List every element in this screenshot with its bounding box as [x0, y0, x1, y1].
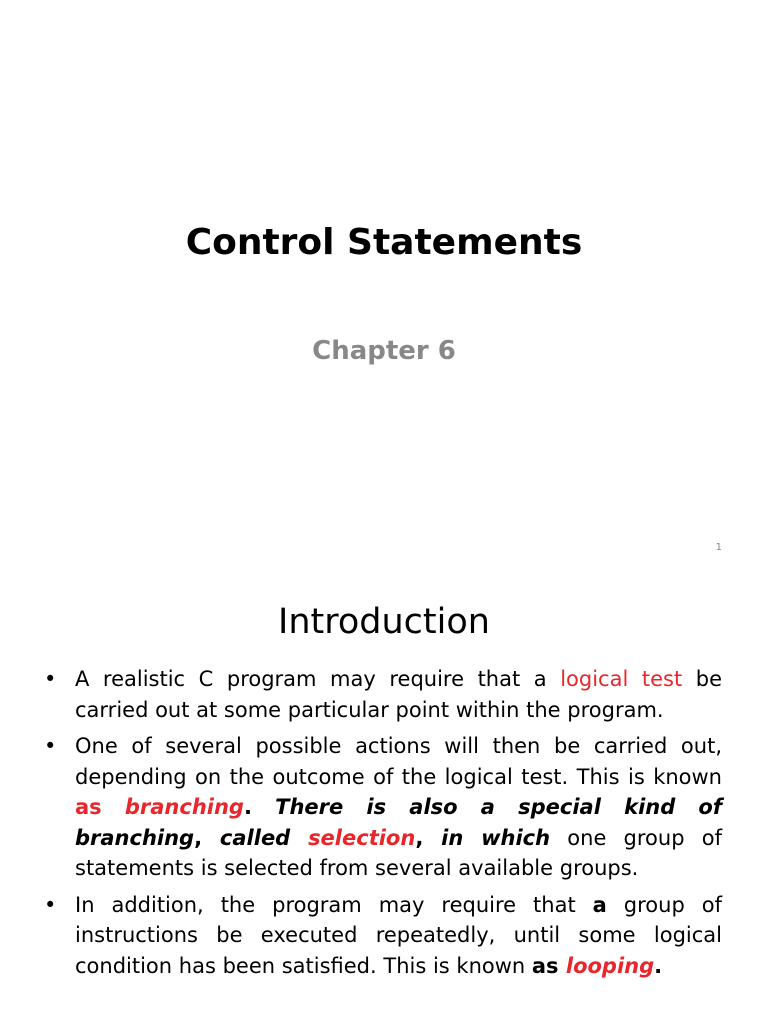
bullet-item: [44, 890, 722, 982]
highlight-looping: looping: [565, 953, 655, 978]
highlight-branching: branching: [124, 795, 244, 819]
bullet-item: [44, 664, 722, 725]
bullet-list: [44, 664, 722, 987]
page-number: 1: [715, 542, 722, 553]
bullet-marker: •: [44, 734, 57, 758]
bold-a: a: [592, 892, 607, 917]
highlight-logical-test: logical test: [560, 667, 683, 691]
bullet-text: be carried out at some particular point within the program.: [75, 667, 722, 722]
emphasis-special-branching: There is also a special kind of branching: [75, 795, 722, 850]
introduction-slide: [0, 576, 768, 1024]
bold-as: as: [531, 953, 566, 978]
bullet-item: [44, 731, 722, 884]
bold-period: .: [243, 795, 276, 819]
bullet-text: one group of statements is selected from several available groups.: [75, 825, 722, 880]
bold-comma: ,: [415, 825, 442, 850]
bullet-marker: •: [44, 667, 57, 691]
highlight-as: as: [75, 795, 125, 819]
bold-comma: ,: [194, 825, 220, 850]
bullet-text: One of several possible actions will then be carried out, depending on the outcome of the logical test. This is known: [75, 734, 722, 789]
emphasis-in-which: in which: [441, 825, 551, 850]
emphasis-called: called: [219, 825, 309, 850]
bullet-text: group of instructions be executed repeatedly, until some logical condition has been satisfied. This is known: [75, 892, 722, 978]
bold-period: .: [654, 953, 663, 978]
bullet-marker: •: [44, 892, 57, 917]
bullet-text: A realistic C program may require that a: [75, 667, 561, 691]
bullet-text: In addition, the program may require that: [75, 892, 593, 917]
slide-title: Control Statements: [185, 222, 583, 263]
slide-heading: Introduction: [278, 602, 490, 642]
slide-subtitle: Chapter 6: [312, 336, 456, 366]
highlight-selection: selection: [308, 825, 416, 850]
